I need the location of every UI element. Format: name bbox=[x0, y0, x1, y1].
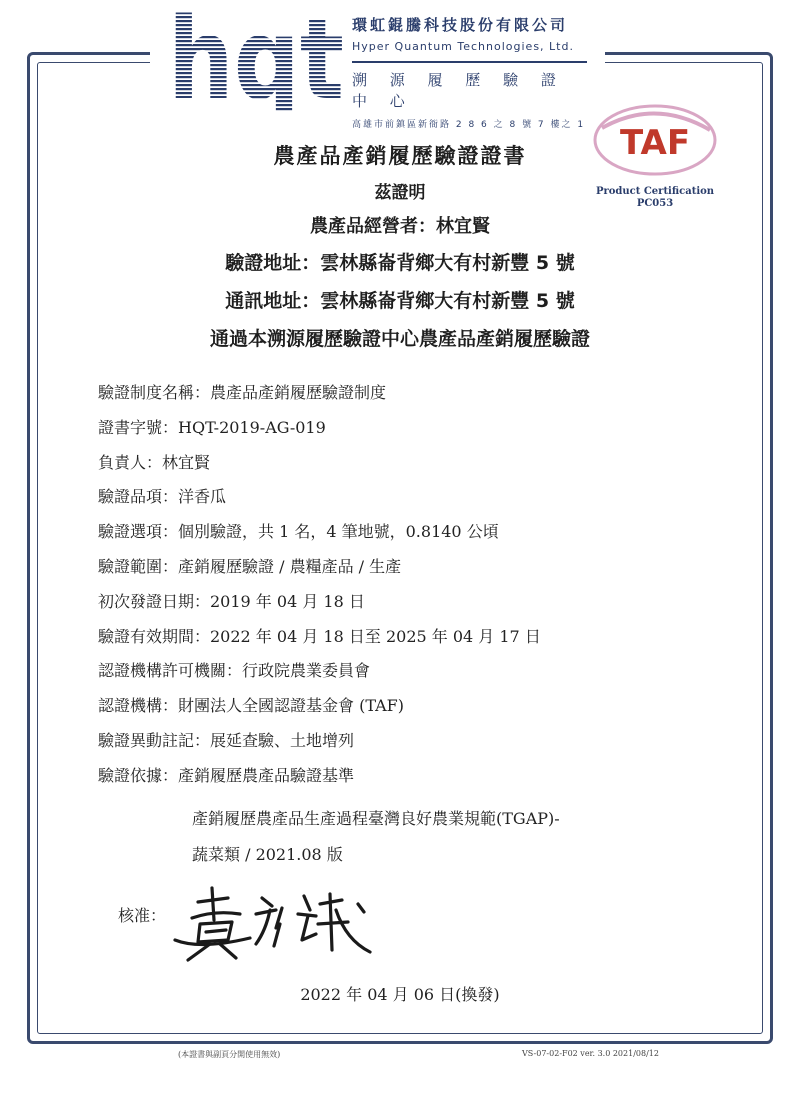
field-validity-period: 驗證有效期間：2022 年 04 月 18 日至 2025 年 04 月 17 日 bbox=[98, 626, 541, 646]
taf-logo-text: TAF bbox=[619, 123, 691, 163]
basis-continued-line-2: 蔬菜類 / 2021.08 版 bbox=[192, 845, 343, 864]
taf-code: PC053 bbox=[636, 198, 674, 209]
approval-label: 核准： bbox=[118, 906, 167, 925]
basis-continued-line-1: 產銷履歷農產品生產過程臺灣良好農業規範(TGAP)- bbox=[192, 809, 560, 828]
field-licensing-authority: 認證機構許可機關：行政院農業委員會 bbox=[98, 661, 371, 681]
taf-product-certification: Product Certification bbox=[595, 186, 715, 197]
company-name-en: Hyper Quantum Technologies, Ltd. bbox=[352, 40, 574, 53]
footer-note: (本證書與副頁分開使用無效) bbox=[178, 1050, 281, 1059]
field-responsible-person: 負責人：林宜賢 bbox=[98, 452, 211, 472]
field-scope: 驗證範圍：產銷履歷驗證 / 農糧產品 / 生產 bbox=[98, 556, 402, 576]
hqt-logo-text: hqt bbox=[168, 12, 344, 112]
company-name-zh: 環虹錕騰科技股份有限公司 bbox=[352, 16, 569, 34]
footer-form-version: VS-07-02-F02 ver. 3.0 2021/08/12 bbox=[522, 1049, 659, 1058]
mailing-address: 通訊地址：雲林縣崙背鄉大有村新豐 5 號 bbox=[225, 290, 575, 312]
field-certificate-number: 證書字號：HQT-2019-AG-019 bbox=[98, 417, 326, 437]
field-option: 驗證選項：個別驗證，共 1 名，4 筆地號，0.8140 公頃 bbox=[98, 522, 499, 542]
certificate-subtitle: 茲證明 bbox=[374, 183, 426, 203]
verification-address: 驗證地址：雲林縣崙背鄉大有村新豐 5 號 bbox=[225, 252, 575, 274]
verification-center-name: 溯 源 履 歷 驗 證 中 心 bbox=[352, 71, 565, 110]
company-block bbox=[352, 14, 602, 130]
field-first-issue-date: 初次發證日期：2019 年 04 月 18 日 bbox=[98, 591, 365, 611]
company-divider bbox=[352, 61, 587, 63]
certificate-fields bbox=[98, 380, 718, 798]
field-basis: 驗證依據：產銷履歷農產品驗證基準 bbox=[98, 765, 355, 785]
certification-statement: 通過本溯源履歷驗證中心農產品產銷履歷驗證 bbox=[209, 328, 590, 350]
company-address: 高雄市前鎮區新衙路 2 8 6 之 8 號 7 樓之 1 bbox=[352, 120, 586, 130]
issue-date: 2022 年 04 月 06 日(換發) bbox=[300, 985, 500, 1004]
field-scheme: 驗證制度名稱：農產品產銷履歷驗證制度 bbox=[98, 383, 387, 402]
operator-name: 農產品經營者：林宜賢 bbox=[310, 216, 490, 237]
hqt-logo bbox=[168, 12, 346, 112]
signature bbox=[170, 880, 400, 970]
field-change-note: 驗證異動註記：展延查驗、土地增列 bbox=[98, 730, 355, 750]
field-accreditation-body: 認證機構：財團法人全國認證基金會 (TAF) bbox=[98, 696, 405, 716]
field-product: 驗證品項：洋香瓜 bbox=[98, 487, 227, 507]
certificate-title: 農產品產銷履歷驗證證書 bbox=[273, 144, 527, 168]
